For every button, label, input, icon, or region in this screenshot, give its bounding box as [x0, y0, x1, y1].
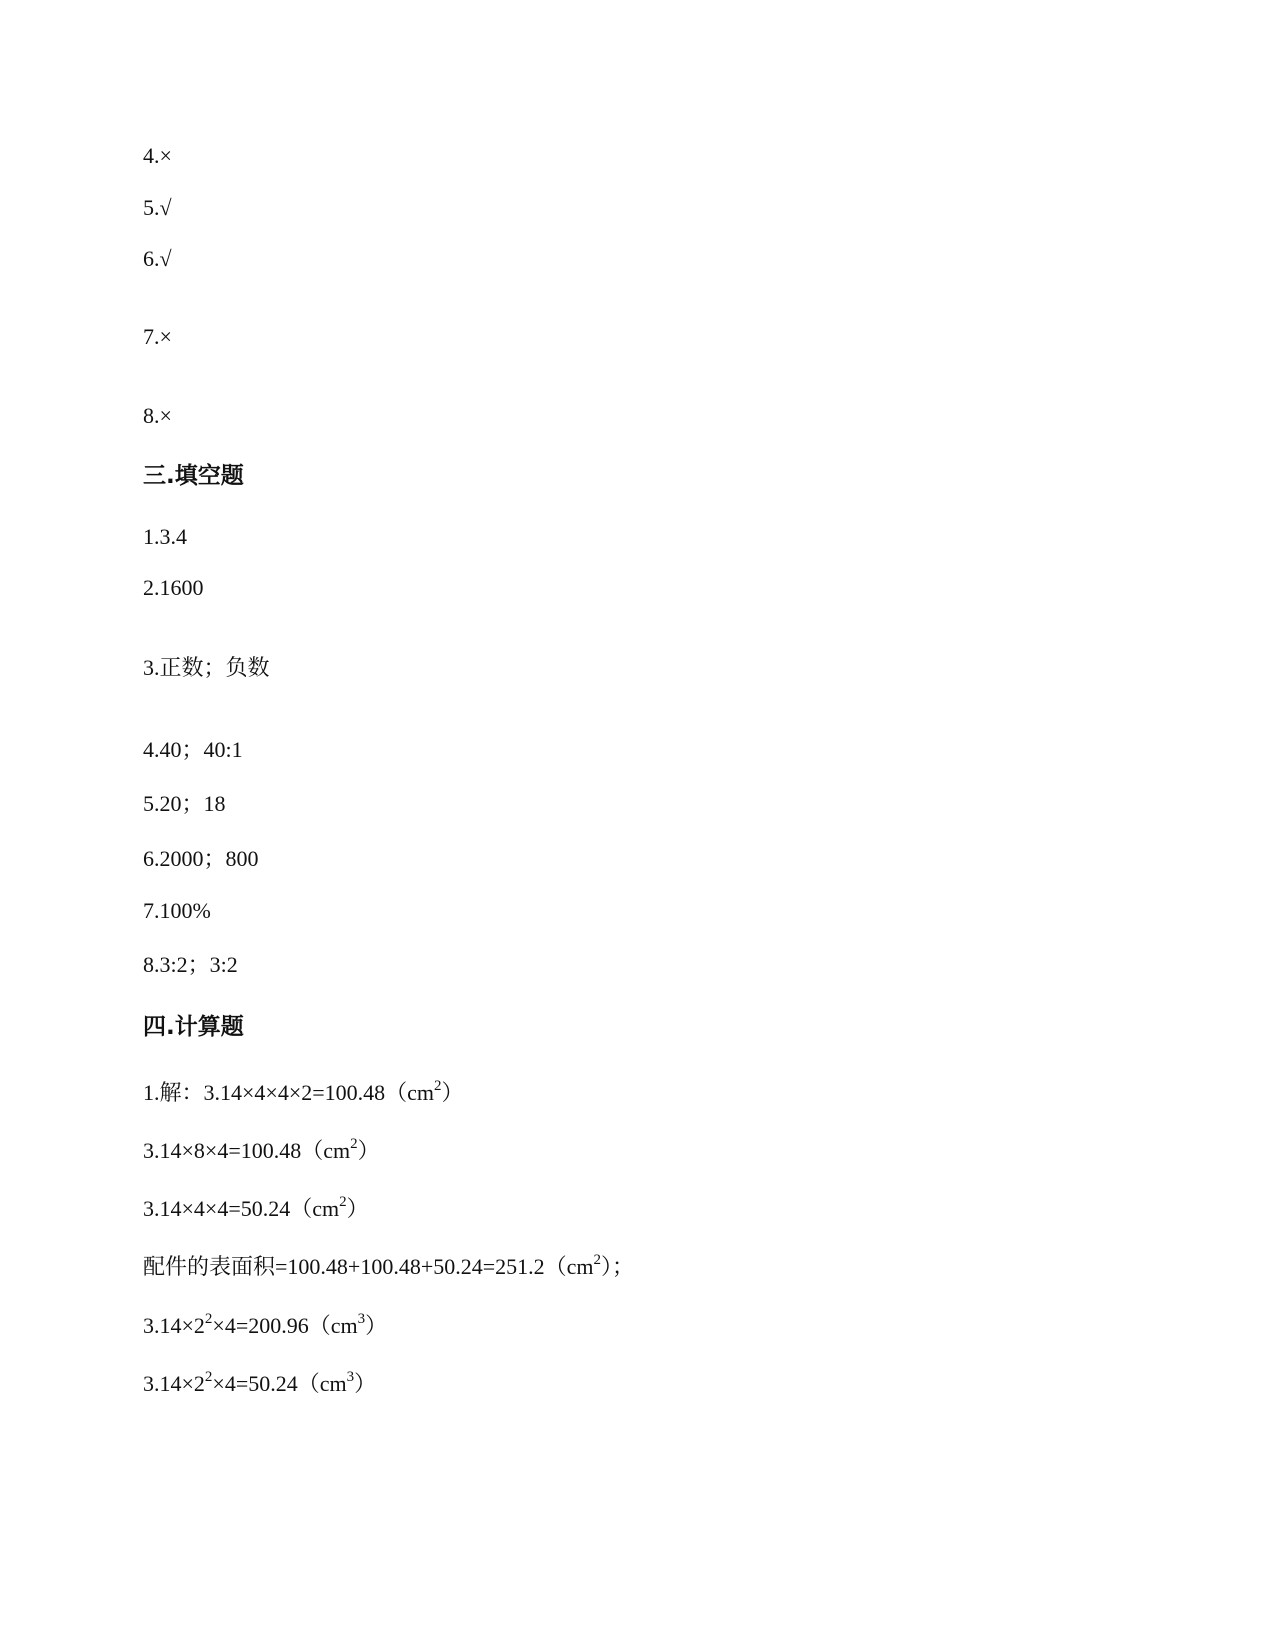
fill-answer-8: 8.3:2；3:2 [143, 952, 238, 977]
fill-answer-5: 5.20；18 [143, 791, 226, 816]
fill-answer-6: 6.2000；800 [143, 846, 259, 871]
judge-answer-8: 8.× [143, 403, 172, 428]
calc-line-4-exponent: 2 [593, 1251, 602, 1268]
calc-line-6-main: ×4=50.24（cm [212, 1371, 347, 1396]
fill-answer-4: 4.40；40:1 [143, 737, 243, 762]
judge-answer-7: 7.× [143, 324, 172, 349]
calc-line-4 [143, 1251, 635, 1280]
calc-line-2-exponent: 2 [350, 1135, 358, 1152]
calc-line-5-exponent: 3 [357, 1310, 366, 1327]
calc-line-6-exponent: 3 [346, 1368, 355, 1385]
calc-line-6-close: ） [354, 1371, 377, 1396]
calc-line-2-main: 3.14×8×4=100.48（cm [143, 1138, 351, 1163]
calc-line-4-main: 配件的表面积=100.48+100.48+50.24=251.2（cm [143, 1254, 594, 1279]
calc-line-5-main: ×4=200.96（cm [212, 1313, 358, 1338]
calc-line-5-square: 2 [204, 1310, 213, 1327]
calc-line-1-exponent: 2 [434, 1077, 442, 1094]
fill-answer-7: 7.100% [143, 898, 211, 923]
calc-line-5-close: ） [365, 1313, 388, 1338]
calc-line-1-main: 1.解：3.14×4×4×2=100.48（cm [143, 1080, 435, 1105]
fill-answer-2: 2.1600 [143, 575, 204, 600]
calc-line-6-base: 3.14×2 [143, 1371, 205, 1396]
calc-line-5-base: 3.14×2 [143, 1313, 205, 1338]
calc-line-5 [143, 1310, 388, 1339]
calc-line-1 [143, 1077, 464, 1106]
calc-line-3-main: 3.14×4×4=50.24（cm [143, 1196, 340, 1221]
fill-answer-3: 3.正数；负数 [143, 655, 270, 680]
judge-answer-6: 6.√ [143, 246, 172, 271]
calc-line-3 [143, 1193, 369, 1222]
judge-answer-4: 4.× [143, 143, 172, 168]
calc-line-4-close: ）； [601, 1254, 635, 1279]
fill-answer-1: 1.3.4 [143, 524, 187, 549]
section-heading-fill: 三.填空题 [143, 463, 244, 489]
calc-line-6 [143, 1368, 377, 1397]
calc-line-3-close: ） [346, 1196, 369, 1221]
calc-line-3-exponent: 2 [339, 1193, 347, 1210]
calc-line-2 [143, 1135, 380, 1164]
calc-line-6-square: 2 [204, 1368, 213, 1385]
judge-answer-5: 5.√ [143, 195, 172, 220]
calc-line-2-close: ） [357, 1138, 380, 1163]
calc-line-1-close: ） [441, 1080, 464, 1105]
section-heading-calc: 四.计算题 [143, 1014, 244, 1040]
